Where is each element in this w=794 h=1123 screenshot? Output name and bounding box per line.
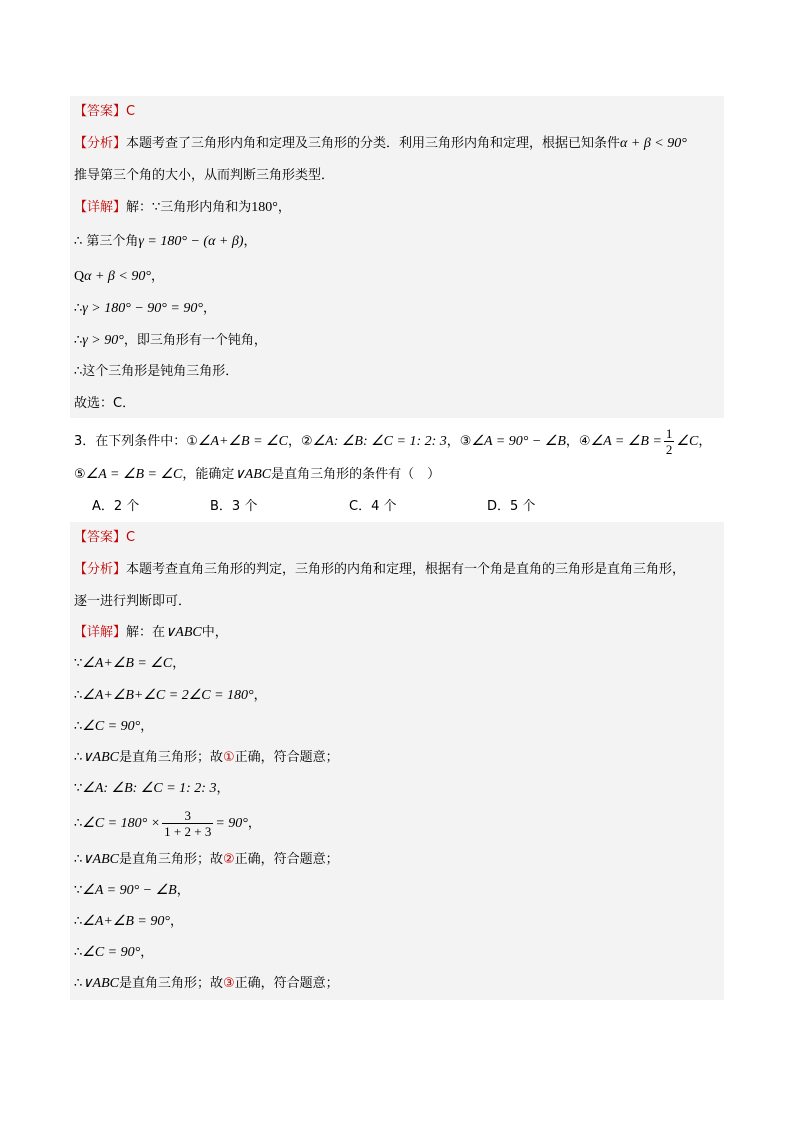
stem-text: 是直角三角形的条件有（ ） xyxy=(271,467,441,482)
detail-text: 是直角三角形；故 xyxy=(118,976,223,991)
q3-detail-line-4 xyxy=(74,717,153,737)
q3-detail-line-9 xyxy=(74,881,190,901)
detail-text: 正确，符合题意； xyxy=(234,976,339,991)
detail-text: ∵ xyxy=(74,656,83,671)
detail-text: ∴ xyxy=(74,852,83,867)
detail-text: 故选：C． xyxy=(74,396,136,411)
q3-analysis-line-1 xyxy=(74,560,685,580)
detail-text: ， xyxy=(176,883,190,898)
detail-text: ∴ xyxy=(74,688,83,703)
detail-text: ∴ xyxy=(74,976,83,991)
detail-text: ∴ 第三个角 xyxy=(74,234,139,249)
q2-detail-line-3 xyxy=(74,267,164,287)
answer-value: C xyxy=(126,530,136,545)
detail-math: ∨ABC xyxy=(82,976,119,991)
answer-value: C xyxy=(126,104,136,119)
detail-text: ∴ xyxy=(74,914,83,929)
q2-answer-line xyxy=(74,102,135,122)
detail-math: ∠A: ∠B: ∠C = 1: 2: 3 xyxy=(82,781,217,796)
detail-text: ∴ xyxy=(74,301,83,316)
stem-text: ，③ xyxy=(446,434,472,449)
fraction-denominator: 1 + 2 + 3 xyxy=(164,824,212,839)
stem-math: ∠A+∠B = ∠C xyxy=(197,434,288,449)
analysis-text: 逐一进行判断即可． xyxy=(74,594,192,609)
detail-text: 是直角三角形；故 xyxy=(118,852,223,867)
q3-stem-line-1 xyxy=(74,426,711,457)
option-d: D．5 个 xyxy=(487,499,536,514)
q2-detail-line-5 xyxy=(74,331,267,351)
answer-tag: 【答案】 xyxy=(74,104,127,119)
detail-text: 中， xyxy=(201,625,228,640)
detail-text: ∴这个三角形是钝角三角形． xyxy=(74,364,239,379)
q3-detail-line-7 xyxy=(74,806,261,842)
detail-text: ∴ xyxy=(74,333,83,348)
option-a: A．2 个 xyxy=(92,499,140,514)
detail-math: ∨ABC xyxy=(82,750,119,765)
q3-stem-line-2 xyxy=(74,465,440,485)
q2-analysis-line-1 xyxy=(74,134,687,154)
q3-detail-line-3 xyxy=(74,686,267,706)
detail-text: ， xyxy=(247,816,261,831)
q3-analysis-line-2 xyxy=(74,592,191,612)
q3-detail-line-8 xyxy=(74,850,339,870)
q3-detail-line-10 xyxy=(74,912,183,932)
fraction-numerator: 3 xyxy=(162,808,213,824)
q3-detail-line-6 xyxy=(74,779,230,799)
q3-detail-line-5 xyxy=(74,748,339,768)
detail-math: 180° xyxy=(251,200,278,215)
detail-circled-number: ① xyxy=(223,750,235,765)
detail-text: ， xyxy=(140,945,154,960)
detail-text: ， xyxy=(169,914,183,929)
detail-text: ， xyxy=(150,269,164,284)
stem-fraction xyxy=(664,426,675,457)
analysis-text: 推导第三个角的大小，从而判断三角形类型． xyxy=(74,168,335,183)
detail-math: ∠A+∠B+∠C = 2∠C = 180° xyxy=(82,688,254,703)
analysis-tag: 【分析】 xyxy=(74,136,127,151)
detail-text: ， xyxy=(243,234,257,249)
option-b: B．3 个 xyxy=(210,499,258,514)
analysis-text: 本题考查直角三角形的判定，三角形的内角和定理，根据有一个角是直角的三角形是直角三角形， xyxy=(126,562,686,577)
q2-detail-line-4 xyxy=(74,299,216,319)
q2-analysis-line-2 xyxy=(74,166,334,186)
detail-text: ， xyxy=(172,656,186,671)
detail-text: ∴ xyxy=(74,816,83,831)
q3-detail-line-1 xyxy=(74,623,228,643)
detail-math: γ > 90° xyxy=(82,333,124,348)
stem-text: 3．在下列条件中：① xyxy=(74,434,198,449)
detail-tag: 【详解】 xyxy=(74,625,127,640)
detail-math: ∠A+∠B = ∠C xyxy=(82,656,173,671)
stem-math: ∠A: ∠B: ∠C = 1: 2: 3 xyxy=(312,434,447,449)
detail-text: ， xyxy=(277,200,291,215)
detail-text: ∵ xyxy=(74,781,83,796)
detail-text: ， xyxy=(202,301,216,316)
detail-math: ∨ABC xyxy=(165,625,202,640)
q3-detail-line-11 xyxy=(74,943,153,963)
detail-fraction xyxy=(162,808,213,839)
analysis-tag: 【分析】 xyxy=(74,562,127,577)
stem-text: ⑤ xyxy=(74,467,86,482)
detail-math: ∠C = 180° × xyxy=(82,816,161,831)
detail-text: ， xyxy=(216,781,230,796)
stem-text: ，能确定 xyxy=(182,467,235,482)
q3-detail-line-2 xyxy=(74,654,185,674)
detail-text: ∵ xyxy=(74,883,83,898)
stem-text: ， xyxy=(698,434,712,449)
detail-text: 正确，符合题意； xyxy=(234,852,339,867)
detail-text: ∴ xyxy=(74,750,83,765)
fraction-numerator: 1 xyxy=(665,426,673,441)
q2-detail-line-7 xyxy=(74,394,135,414)
detail-text: ∴ xyxy=(74,719,83,734)
detail-circled-number: ③ xyxy=(223,976,235,991)
q2-detail-line-6 xyxy=(74,362,238,382)
fraction-denominator: 2 xyxy=(665,442,673,457)
analysis-text: 本题考查了三角形内角和定理及三角形的分类．利用三角形内角和定理，根据已知条件 xyxy=(126,136,621,151)
q2-detail-line-2 xyxy=(74,232,257,252)
detail-text: 解：∵三角形内角和为 xyxy=(126,200,252,215)
detail-tag: 【详解】 xyxy=(74,200,127,215)
detail-math: α + β < 90° xyxy=(84,269,151,284)
stem-math: ∠A = ∠B = xyxy=(590,434,662,449)
option-c: C．4 个 xyxy=(349,499,397,514)
q2-detail-line-1 xyxy=(74,198,291,218)
detail-text: ， xyxy=(253,688,267,703)
detail-circled-number: ② xyxy=(223,852,235,867)
detail-math: = 90° xyxy=(215,816,248,831)
detail-text: 正确，符合题意； xyxy=(234,750,339,765)
stem-text: ，② xyxy=(287,434,313,449)
stem-text: ，④ xyxy=(565,434,591,449)
stem-math: ∠C xyxy=(676,434,699,449)
q3-detail-line-12 xyxy=(74,974,339,994)
answer-tag: 【答案】 xyxy=(74,530,127,545)
stem-math: ∠A = ∠B = ∠C xyxy=(85,467,183,482)
detail-math: ∨ABC xyxy=(82,852,119,867)
detail-text: 解：在 xyxy=(126,625,166,640)
detail-math: Q xyxy=(74,269,85,284)
detail-math: γ > 180° − 90° = 90° xyxy=(82,301,203,316)
detail-math: ∠A+∠B = 90° xyxy=(82,914,170,929)
detail-math: ∠C = 90° xyxy=(82,945,141,960)
stem-math: ∠A = 90° − ∠B xyxy=(471,434,566,449)
analysis-math: α + β < 90° xyxy=(620,136,687,151)
stem-math: ∨ABC xyxy=(234,467,272,482)
detail-math: ∠C = 90° xyxy=(82,719,141,734)
detail-text: 是直角三角形；故 xyxy=(118,750,223,765)
detail-math: ∠A = 90° − ∠B xyxy=(82,883,177,898)
detail-text: ，即三角形有一个钝角， xyxy=(123,333,267,348)
detail-text: ， xyxy=(140,719,154,734)
detail-math: γ = 180° − (α + β) xyxy=(138,234,244,249)
q3-answer-line xyxy=(74,528,135,548)
detail-text: ∴ xyxy=(74,945,83,960)
